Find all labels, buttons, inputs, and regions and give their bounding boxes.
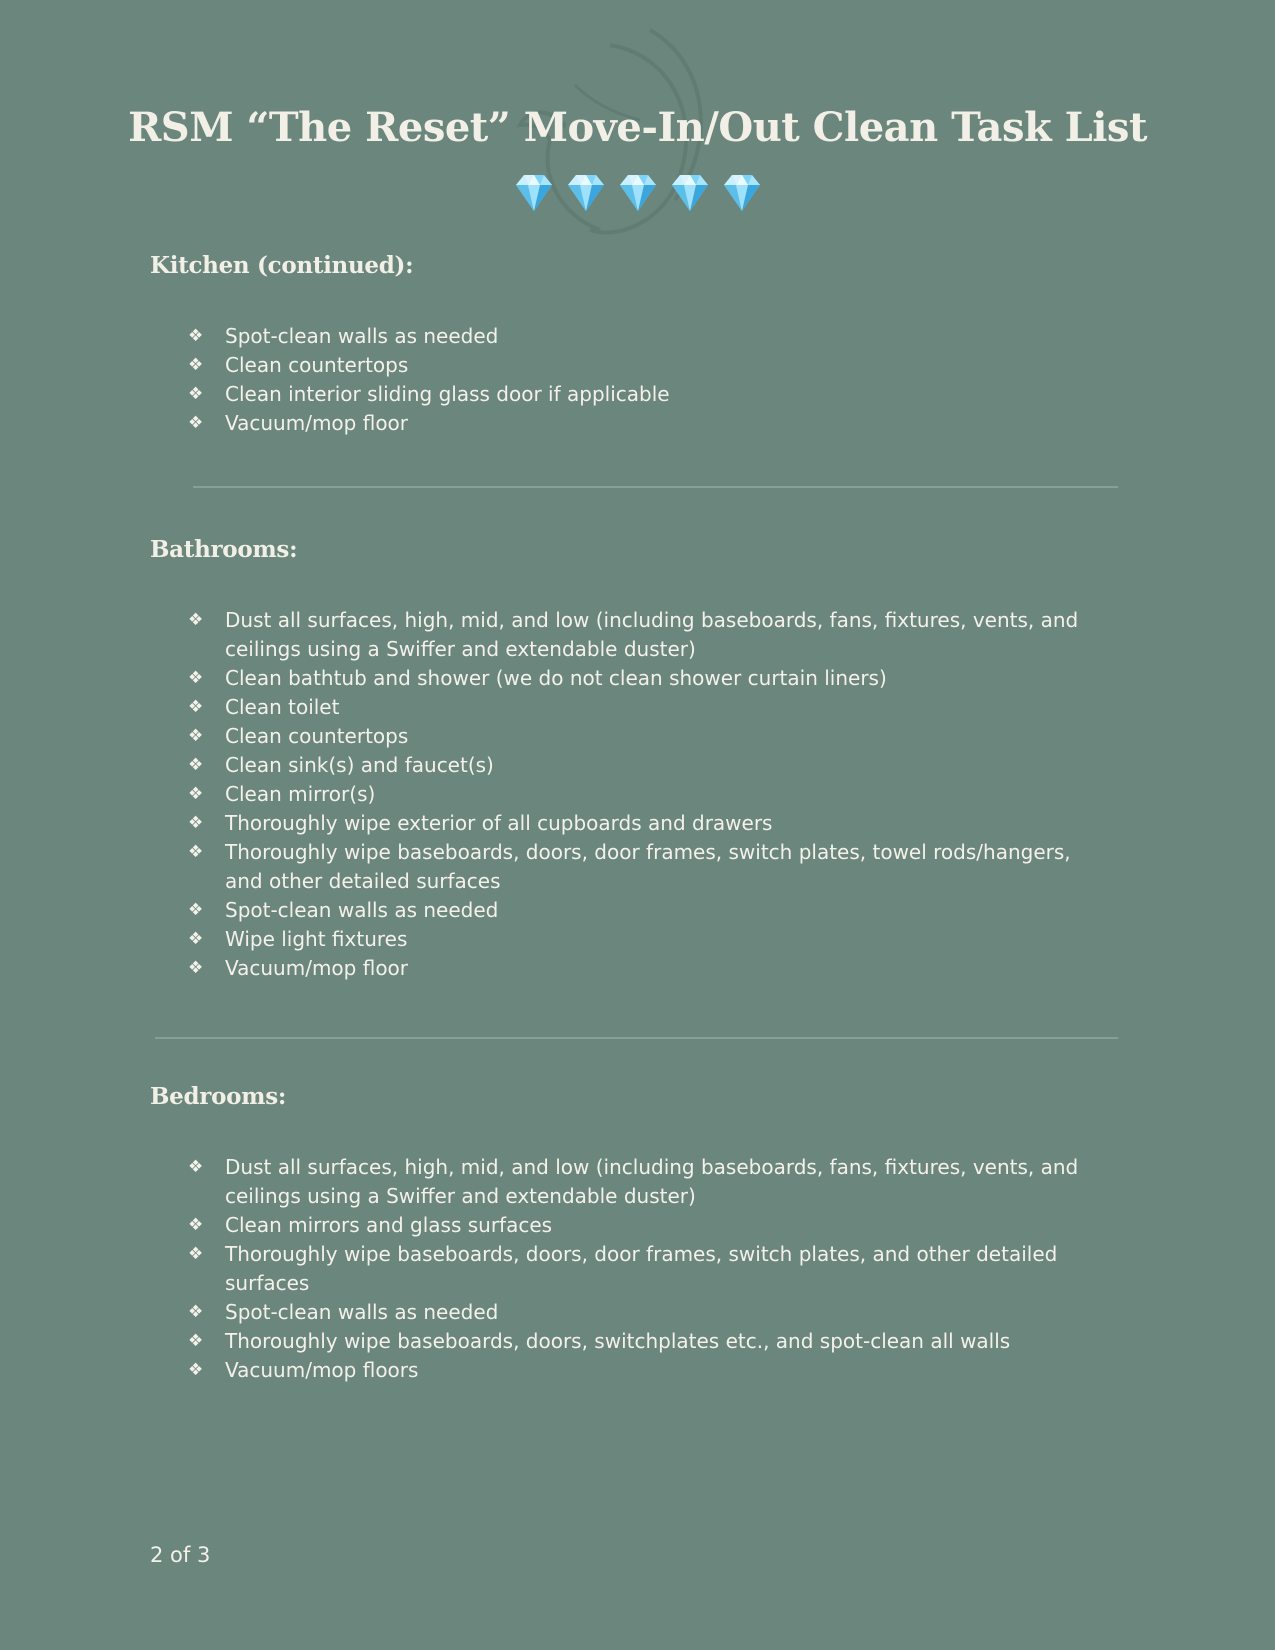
task-item — [188, 1356, 1100, 1385]
diamond-bullet-icon: ❖ — [188, 929, 204, 949]
task-item — [188, 1153, 1100, 1211]
diamond-bullet-icon: ❖ — [188, 755, 204, 775]
task-item — [188, 1298, 1100, 1327]
diamond-bullet-icon: ❖ — [188, 1215, 204, 1235]
task-item — [188, 693, 1100, 722]
task-item — [188, 351, 1100, 380]
diamond-bullet-icon: ❖ — [188, 1302, 204, 1322]
diamond-bullet-icon: ❖ — [188, 326, 204, 346]
task-text: Clean bathtub and shower (we do not clean shower curtain liners) — [225, 666, 887, 690]
task-item — [188, 1240, 1100, 1298]
section-divider — [155, 1037, 1118, 1039]
task-item — [188, 1327, 1100, 1356]
diamond-bullet-icon: ❖ — [188, 813, 204, 833]
task-item — [188, 664, 1100, 693]
task-text: Vacuum/mop floor — [225, 956, 409, 980]
section-heading-bedrooms: Bedrooms: — [150, 1083, 287, 1110]
task-item — [188, 751, 1100, 780]
section-heading-bathrooms: Bathrooms: — [150, 536, 298, 563]
task-text: Clean toilet — [225, 695, 340, 719]
task-text: Spot-clean walls as needed — [225, 1300, 499, 1324]
task-text: Clean interior sliding glass door if applicable — [225, 382, 670, 406]
diamond-bullet-icon: ❖ — [188, 1360, 204, 1380]
diamond-rating — [0, 170, 1275, 214]
diamond-bullet-icon: ❖ — [188, 726, 204, 746]
task-text: Clean mirrors and glass surfaces — [225, 1213, 553, 1237]
task-item — [188, 838, 1100, 896]
diamond-bullet-icon: ❖ — [188, 842, 204, 862]
diamond-bullet-icon: ❖ — [188, 900, 204, 920]
bedrooms-task-list — [188, 1153, 1100, 1385]
task-text: Spot-clean walls as needed — [225, 898, 499, 922]
task-item — [188, 322, 1100, 351]
task-text: Clean sink(s) and faucet(s) — [225, 753, 494, 777]
task-item — [188, 809, 1100, 838]
diamond-bullet-icon: ❖ — [188, 355, 204, 375]
diamond-bullet-icon: ❖ — [188, 1244, 204, 1264]
task-text: Clean countertops — [225, 353, 409, 377]
page-number: 2 of 3 — [150, 1543, 211, 1567]
diamond-bullet-icon: ❖ — [188, 610, 204, 630]
gem-icon — [512, 170, 556, 214]
task-item — [188, 925, 1100, 954]
task-text: Thoroughly wipe baseboards, doors, switchplates etc., and spot-clean all walls — [225, 1329, 1011, 1353]
task-item — [188, 896, 1100, 925]
task-text: Dust all surfaces, high, mid, and low (including baseboards, fans, fixtures, vents, and ceilings using a Swiffer and extendable duster) — [225, 1155, 1079, 1208]
diamond-bullet-icon: ❖ — [188, 384, 204, 404]
diamond-bullet-icon: ❖ — [188, 958, 204, 978]
task-text: Thoroughly wipe baseboards, doors, door frames, switch plates, towel rods/hangers, and other detailed surfaces — [225, 840, 1071, 893]
diamond-bullet-icon: ❖ — [188, 697, 204, 717]
diamond-bullet-icon: ❖ — [188, 784, 204, 804]
task-item — [188, 380, 1100, 409]
diamond-bullet-icon: ❖ — [188, 413, 204, 433]
gem-icon — [720, 170, 764, 214]
section-heading-kitchen: Kitchen (continued): — [150, 252, 414, 279]
task-item — [188, 954, 1100, 983]
task-text: Wipe light fixtures — [225, 927, 408, 951]
task-item — [188, 409, 1100, 438]
task-item — [188, 780, 1100, 809]
task-text: Clean mirror(s) — [225, 782, 376, 806]
diamond-bullet-icon: ❖ — [188, 1331, 204, 1351]
task-text: Vacuum/mop floors — [225, 1358, 419, 1382]
kitchen-task-list — [188, 322, 1100, 438]
task-text: Vacuum/mop floor — [225, 411, 409, 435]
task-text: Thoroughly wipe exterior of all cupboards and drawers — [225, 811, 773, 835]
diamond-bullet-icon: ❖ — [188, 668, 204, 688]
task-item — [188, 722, 1100, 751]
task-item — [188, 606, 1100, 664]
gem-icon — [564, 170, 608, 214]
task-text: Spot-clean walls as needed — [225, 324, 499, 348]
bathrooms-task-list — [188, 606, 1100, 983]
task-item — [188, 1211, 1100, 1240]
diamond-bullet-icon: ❖ — [188, 1157, 204, 1177]
task-text: Dust all surfaces, high, mid, and low (including baseboards, fans, fixtures, vents, and ceilings using a Swiffer and extendable duster) — [225, 608, 1079, 661]
page-title: RSM “The Reset” Move-In/Out Clean Task List — [128, 104, 1147, 151]
task-text: Thoroughly wipe baseboards, doors, door frames, switch plates, and other detailed surfaces — [225, 1242, 1058, 1295]
gem-icon — [616, 170, 660, 214]
gem-icon — [668, 170, 712, 214]
section-divider — [193, 486, 1118, 488]
task-text: Clean countertops — [225, 724, 409, 748]
